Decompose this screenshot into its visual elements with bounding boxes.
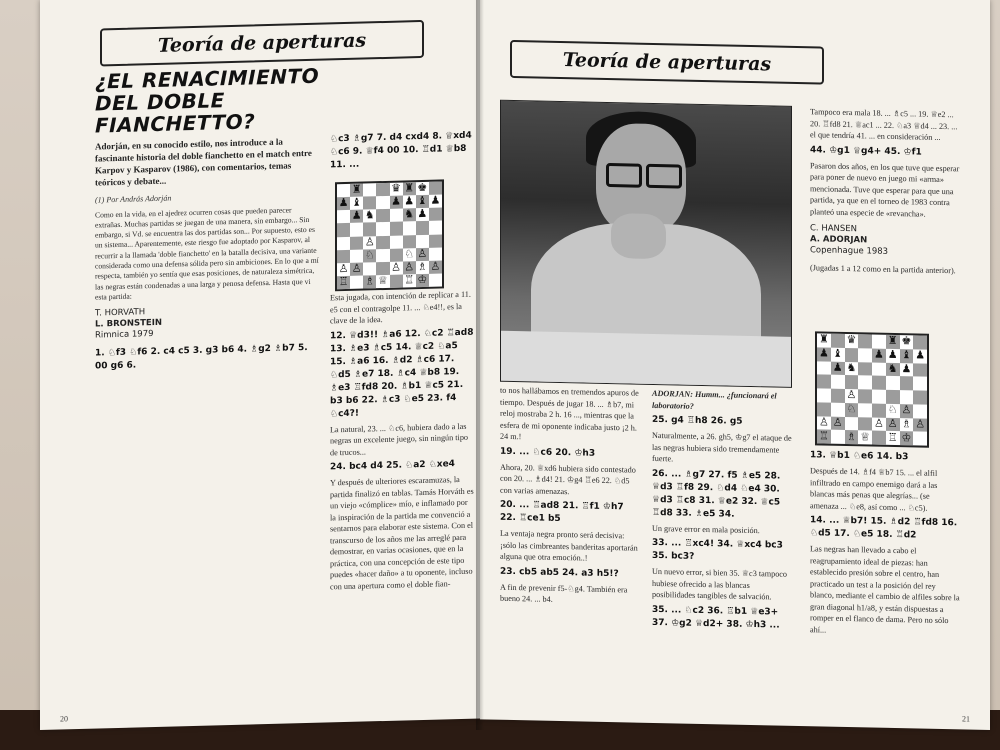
game-event: Copenhague 1983 [810,245,889,257]
board-square: ♖ [338,275,349,289]
column-text: Ahora, 20. ♕xd6 hubiera sido contestado con 20. ... ♗d4! 21. ♔g4 ♖e6 22. ♘d5 con varias amenazas. [500,462,636,496]
board-square: ♗ [364,275,375,288]
column-text: Pasaron dos años, en los que tuve que esperar para poner de nuevo en juego mi «arma» mencionada. Tuve que esperar para que una partida, ya que en el torneo de 1983 contra planteó una especie de «revancha». [810,160,960,219]
board-square [376,248,389,261]
board-square [886,376,900,390]
black-player: L. BRONSTEIN [95,317,162,330]
board-square: ♘ [364,248,375,262]
board-square [350,236,363,249]
board-square [831,402,845,416]
board-square [429,273,442,286]
game-moves: 35. ... ♘c2 36. ♖b1 ♕e3+ 37. ♔g2 ♕d2+ 38. ♔h3 ... [652,604,780,631]
board-square [429,181,442,194]
board-square [416,221,429,234]
board-square: ♟ [915,349,926,362]
board-square: ♙ [832,416,843,429]
magazine-spread [40,0,990,730]
photo-caption: ADORJAN: Humm... ¿funcionará el laboratorio? [652,388,777,411]
board-square [831,334,845,348]
right-page [480,0,990,730]
board-square [858,334,872,348]
board-square [845,375,859,389]
chess-diagram-1 [335,179,444,291]
board-square: ♔ [417,273,428,287]
board-square [390,235,403,248]
left-column-2-text [330,289,475,593]
board-square: ♟ [404,195,415,208]
game-players [95,303,320,342]
spine-shadow [476,0,486,730]
game-moves: 25. g4 ♖h8 26. g5 [652,414,743,427]
right-column-3 [810,106,960,277]
left-column-1 [95,65,320,377]
article-byline: (1) Por András Adorján [95,193,172,205]
board-square: ♞ [887,362,898,375]
board-square [403,222,416,235]
column-text: Esta jugada, con intención de replicar a 11. e5 con el contragolpe 11. ... ♘e4!!, es la clave de la idea. [330,289,471,326]
board-square [872,390,886,404]
board-square [337,236,350,249]
game-moves: 26. ... ♗g7 27. f5 ♗e5 28. ♕d3 ♖f8 29. ♘d4 ♘e4 30. ♕d3 ♖c8 31. ♕e2 32. ♕c5 ♖d8 33. ♗e5 34. [652,468,781,520]
board-square: ♟ [338,197,349,210]
board-square [913,363,927,377]
board-square: ♙ [887,417,898,430]
board-square: ♖ [887,431,898,444]
column-text: (Jugadas 1 a 12 como en la partida anterior). [810,263,956,276]
board-square [403,235,416,248]
left-column-2 [330,126,480,175]
board-square [817,375,831,389]
board-square [416,234,429,247]
board-square [858,389,872,403]
board-square [429,247,442,260]
board-square: ♟ [873,348,884,361]
board-square [913,432,927,446]
board-square: ♞ [846,361,857,375]
article-title: ¿EL RENACIMIENTO DEL DOBLE FIANCHETTO? [95,63,320,138]
page-number: 21 [962,714,970,724]
board-square: ♙ [818,416,829,429]
board-square: ♘ [887,403,898,417]
board-square: ♚ [901,335,912,348]
board-square [390,209,403,222]
column-text: Un nuevo error, si bien 35. ♕c3 tampoco hubiese ofrecido a las blancas posibilidades tangibles de salvación. [652,566,788,602]
board-square: ♙ [873,417,884,430]
column-text: Las negras han llevado a cabo el reagrupamiento ideal de piezas: han establecido presión sobre el centro, han practicado un test a la posición del rey blanco, mediante el cambio de alfiles sobre la gran diagonal h1/a8, y están dispuestas a romper en el flanco de dama. Pero no sólo ahí... [810,544,960,635]
board-square: ♟ [351,209,362,223]
board-square: ♕ [860,430,871,444]
board-square [429,208,442,221]
board-square [390,248,403,261]
game-moves: 14. ... ♕b7! 15. ♗d2 ♖fd8 16. ♘d5 17. ♘e5 18. ♖d2 [810,515,958,541]
column-text: Naturalmente, a 26. gh5, ♔g7 el ataque de las negras hubiera sido tremendamente fuerte. [652,430,792,464]
board-square [872,403,886,417]
board-square [350,223,363,236]
board-square [363,223,376,236]
board-square [337,184,350,197]
board-square [337,223,350,236]
game-moves: 44. ♔g1 ♕g4+ 45. ♔f1 [810,144,922,158]
board-square [817,388,831,402]
board-square [376,209,389,222]
board-square: ♞ [364,209,375,222]
board-square: ♛ [846,334,857,347]
board-square [845,416,859,430]
white-player: T. HORVATH [95,307,146,319]
board-square [913,377,927,391]
board-square [363,262,376,275]
board-square: ♙ [430,260,441,273]
board-square: ♟ [901,363,912,376]
board-square [376,196,389,209]
board-square: ♜ [351,183,362,196]
game-moves: ♘c3 ♗g7 7. d4 cxd4 8. ♕xd4 ♘c6 9. ♕f4 00 10. ♖d1 ♕b8 11. ... [330,130,472,171]
board-square [817,361,831,375]
game-moves: 33. ... ♖xc4! 34. ♕xc4 bc3 35. bc3? [652,537,783,562]
board-square [900,390,914,404]
right-banner: Teoría de aperturas [510,40,824,85]
board-square: ♗ [901,418,912,431]
column-text: Tampoco era mala 18. ... ♗c5 ... 19. ♕e2 ... 20. ♖fd8 21. ♕ac1 ... 22. ♘a3 ♕d4 ... 23. ... el que tendría 41. ... en consideración ... [810,107,958,142]
game-moves: 23. cb5 ab5 24. a3 h5!? [500,566,619,579]
board-square: ♝ [832,347,843,361]
right-column-2 [652,388,792,635]
board-square: ♟ [391,195,401,208]
board-square: ♘ [404,247,415,261]
board-square: ♜ [404,182,415,195]
board-square: ♛ [391,182,401,195]
board-square [831,375,845,389]
board-square [376,183,389,196]
board-square: ♕ [378,274,388,288]
board-square [872,335,886,349]
player-photo [500,100,792,388]
board-square [831,389,845,403]
column-text: La natural, 23. ... ♘c6, hubiera dado a las negras un excelente juego, sin ningún tipo de trucos... [330,421,469,457]
chess-diagram-2 [815,331,929,447]
game-moves: 19. ... ♘c6 20. ♔h3 [500,446,596,459]
column-text: Y después de ulteriores escaramuzas, la partida finalizó en tablas. Tamás Horváth es un viejo «cómplice» mío, e inflamado por la inspiración de la partida me convenció a sentarnos para elaborar este sistema. Con el transcurso de los años me las arreglé para demostrar, en varias ocasiones, que en la práctica, con una concepción de este tipo puedes «hacer daño» a tu oponente, incluso con una apertura como el doble fian- [330,475,474,591]
white-player: C. HANSEN [810,223,858,235]
board-square: ♙ [391,261,401,274]
board-square: ♙ [351,262,362,275]
page-number: 20 [60,714,68,724]
game-moves: 1. ♘f3 ♘f6 2. c4 c5 3. g3 b6 4. ♗g2 ♗b7 5. 00 g6 6. [95,343,308,372]
board-square: ♙ [404,261,415,274]
board-square [376,262,389,275]
board-square [390,222,403,235]
board-square: ♙ [364,235,375,249]
board-square: ♖ [818,430,829,443]
board-square: ♔ [901,431,912,444]
board-square: ♝ [901,349,912,362]
board-square: ♙ [846,389,857,402]
left-page [40,0,480,730]
board-square: ♗ [417,260,428,273]
board-square [350,275,363,288]
game-moves: 24. bc4 d4 25. ♘a2 ♘xe4 [330,459,455,473]
board-square: ♜ [818,333,829,346]
board-square [913,404,927,418]
right-column-3-lower [810,446,960,638]
board-square: ♖ [404,274,415,287]
board-square: ♗ [846,430,857,443]
board-square [817,402,831,416]
black-player: A. ADORJAN [810,234,868,246]
board-square: ♟ [430,194,441,207]
board-square [429,234,442,247]
board-square [872,362,886,376]
board-square [337,250,350,263]
board-square [858,348,872,362]
left-banner: Teoría de aperturas [100,20,424,66]
board-square: ♟ [887,348,898,362]
board-square [872,431,886,445]
board-square: ♝ [351,196,362,210]
board-square: ♟ [417,208,428,221]
game-players [810,223,960,259]
board-square [831,430,845,444]
right-column-1 [500,385,640,607]
game-moves: 12. ♕d3!! ♗a6 12. ♘c2 ♖ad8 13. ♗e3 ♗c5 14. ♕c2 ♘a5 15. ♗a6 16. ♗d2 ♗c6 17. ♘d5 ♗e7 18. ♗c4 ♕b8 19. ♗e3 ♖fd8 20. ♗b1 ♕c5 21. b3 b6 22. ♗c3 ♘e5 23. f4 ♘c4?! [330,327,474,419]
board-square: ♟ [818,347,829,360]
column-text: Un grave error en mala posición. [652,523,760,535]
board-square [350,249,363,262]
column-text: La ventaja negra pronto será decisiva: ¡sólo las cimbreantes banderitas aportarán alguna que otra emoción..! [500,528,638,563]
column-text: to nos hallábamos en tremendos apuros de tiempo. Después de jugar 18. ... ♗b7, mi reloj mostraba 2 h. 16 ..., mientras que la esfera de mi oponente indicaba justo ¡2 h. 24 m.! [500,385,639,442]
game-moves: 13. ♕b1 ♘e6 14. b3 [810,450,909,463]
column-text: A fin de prevenir f5-♘g4. También era bueno 24. ... b4. [500,582,628,604]
board-square [858,403,872,417]
board-square: ♟ [832,361,843,374]
board-square [376,222,389,235]
board-square [337,210,350,223]
board-square [858,362,872,376]
game-event: Rimnica 1979 [95,329,154,341]
board-square [390,274,403,287]
board-square: ♙ [915,418,926,431]
board-square [913,390,927,404]
board-square: ♙ [901,404,912,417]
board-square: ♚ [417,181,428,195]
board-square [858,375,872,389]
board-square: ♞ [404,208,415,221]
game-moves: 20. ... ♖ad8 21. ♖f1 ♔h7 22. ♖ce1 b5 [500,499,624,525]
board-square: ♝ [417,195,428,208]
board-square [429,221,442,234]
board-square [376,235,389,248]
board-square [900,376,914,390]
board-square [858,417,872,431]
board-square: ♜ [887,335,898,348]
board-square [363,196,376,209]
board-square [363,183,376,196]
board-square [872,376,886,390]
board-square [845,348,859,362]
board-square: ♙ [417,247,428,260]
board-square: ♘ [846,403,857,416]
column-text: Después de 14. ♗f4 ♕b7 15. ... el alfil infiltrado en campo enemigo dará a las blancas más penas que alegrías... (se amenaza ... ♘e8, así como ... ♘c5). [810,466,938,513]
board-square [886,390,900,404]
article-lede: Adorján, en su conocido estilo, nos introduce a la fascinante historia del doble fianchetto en el match entre Karpov y Kasparov (1986), con comentarios, temas teóricos y debate... [95,136,312,188]
column-text: Como en la vida, en el ajedrez ocurren cosas que pueden parecer extrañas. Muchas partidas se juegan de una manera, sin embargo... Sin embargo, si Vd. se encuentra las dos partidas son... Por supuesto, esto es un sistema... Aparentemente, este riesgo fue adoptado por Kasparov, al recurrir a la llamada 'doble fianchetto' en la batalla decisiva, una variante considerada como una defensa sólida pero sin ambiciones. En lo que a mí respecta, también yo sentía que esas posiciones, de naturaleza simétrica, las negras están condenadas a una larga y penosa defensa. Hasta que vi esta partida: [95,204,319,302]
board-square: ♙ [338,262,349,275]
board-square [913,335,927,349]
